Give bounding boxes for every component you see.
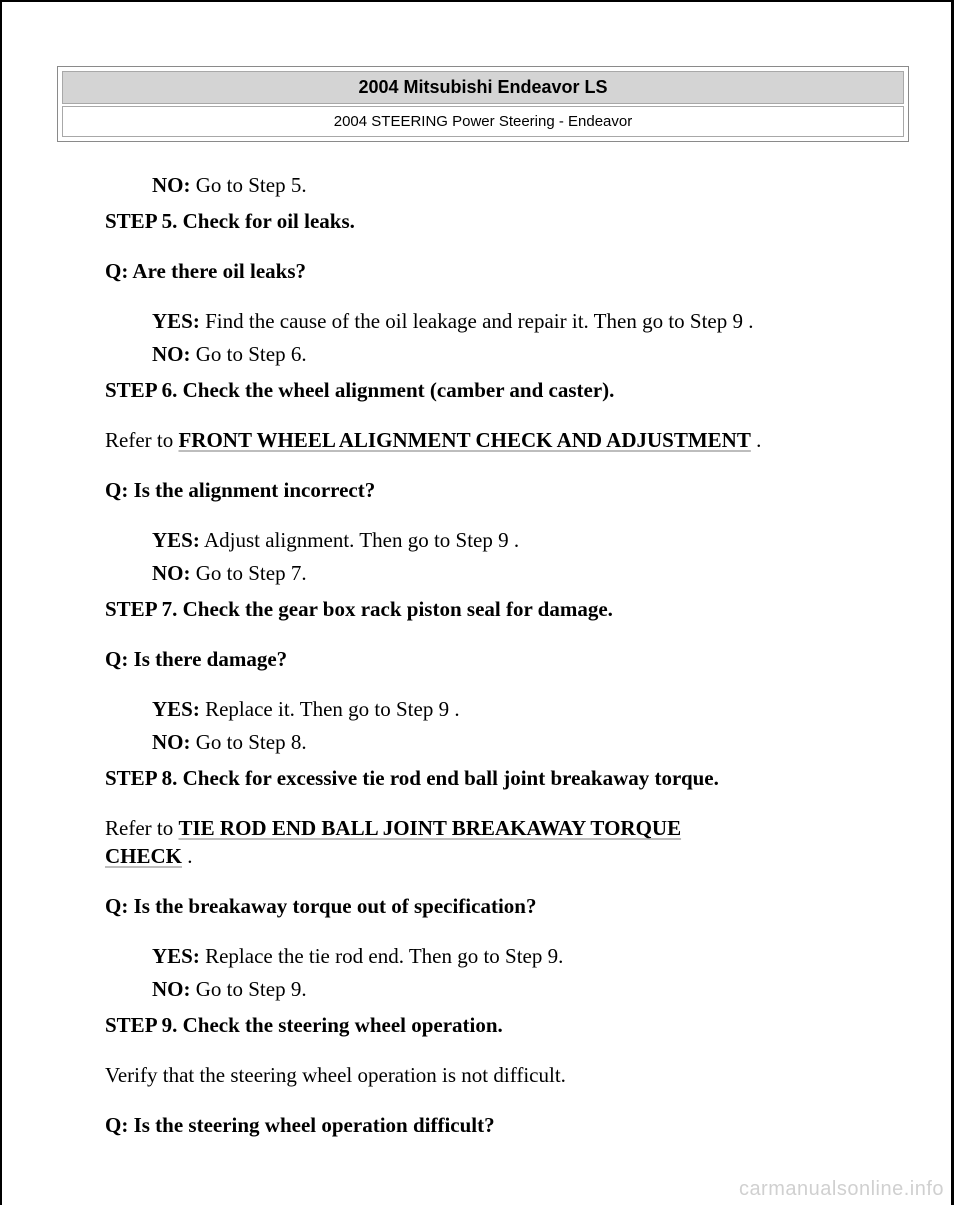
step9-title: STEP 9. Check the steering wheel operation. — [105, 1013, 503, 1037]
no-text: Go to Step 8. — [190, 730, 307, 754]
step6-refer — [105, 427, 761, 453]
step4-no-answer — [152, 172, 307, 198]
step7-yes-answer — [152, 696, 460, 722]
step6-no-answer — [152, 560, 307, 586]
step5-no-answer — [152, 341, 307, 367]
yes-label: YES: — [152, 697, 200, 721]
step9-verify: Verify that the steering wheel operation is not difficult. — [105, 1063, 566, 1087]
no-text: Go to Step 7. — [190, 561, 307, 585]
yes-label: YES: — [152, 528, 200, 552]
step5-question: Q: Are there oil leaks? — [105, 259, 307, 283]
refer-suffix: . — [182, 844, 193, 868]
no-label: NO: — [152, 342, 191, 366]
step8-yes-answer — [152, 943, 563, 969]
no-label: NO: — [152, 561, 191, 585]
step8-question: Q: Is the breakaway torque out of specification? — [105, 894, 537, 918]
no-label: NO: — [152, 977, 191, 1001]
step5-yes-answer — [152, 308, 754, 334]
watermark: carmanualsonline.info — [738, 1178, 944, 1200]
step6-title: STEP 6. Check the wheel alignment (camber and caster). — [105, 378, 615, 402]
header-title: 2004 Mitsubishi Endeavor LS — [62, 71, 904, 104]
no-text: Go to Step 6. — [190, 342, 307, 366]
step7-question: Q: Is there damage? — [105, 647, 288, 671]
yes-text: Replace the tie rod end. Then go to Step 9. — [199, 944, 564, 968]
refer-prefix: Refer to — [105, 816, 179, 840]
header-subtitle: 2004 STEERING Power Steering - Endeavor — [62, 106, 904, 137]
yes-text: Adjust alignment. Then go to Step 9 . — [199, 528, 520, 552]
step5-title: STEP 5. Check for oil leaks. — [105, 209, 355, 233]
no-text: Go to Step 5. — [190, 173, 307, 197]
step8-refer-continued — [105, 843, 193, 869]
tie-rod-end-torque-link[interactable]: TIE ROD END BALL JOINT BREAKAWAY TORQUE — [178, 816, 682, 840]
document-header — [57, 66, 909, 142]
no-text: Go to Step 9. — [190, 977, 307, 1001]
step8-title: STEP 8. Check for excessive tie rod end ball joint breakaway torque. — [105, 766, 719, 790]
tie-rod-end-torque-link-continued[interactable]: CHECK — [105, 844, 183, 868]
yes-text: Replace it. Then go to Step 9 . — [199, 697, 460, 721]
step6-question: Q: Is the alignment incorrect? — [105, 478, 376, 502]
front-wheel-alignment-link[interactable]: FRONT WHEEL ALIGNMENT CHECK AND ADJUSTMENT — [178, 428, 751, 452]
step8-refer — [105, 815, 681, 841]
step7-no-answer — [152, 729, 307, 755]
step9-question: Q: Is the steering wheel operation difficult? — [105, 1113, 495, 1137]
yes-text: Find the cause of the oil leakage and repair it. Then go to Step 9 . — [199, 309, 754, 333]
refer-prefix: Refer to — [105, 428, 179, 452]
step8-no-answer — [152, 976, 307, 1002]
step6-yes-answer — [152, 527, 519, 553]
step7-title: STEP 7. Check the gear box rack piston seal for damage. — [105, 597, 613, 621]
yes-label: YES: — [152, 309, 200, 333]
yes-label: YES: — [152, 944, 200, 968]
no-label: NO: — [152, 730, 191, 754]
no-label: NO: — [152, 173, 191, 197]
refer-suffix: . — [750, 428, 762, 452]
